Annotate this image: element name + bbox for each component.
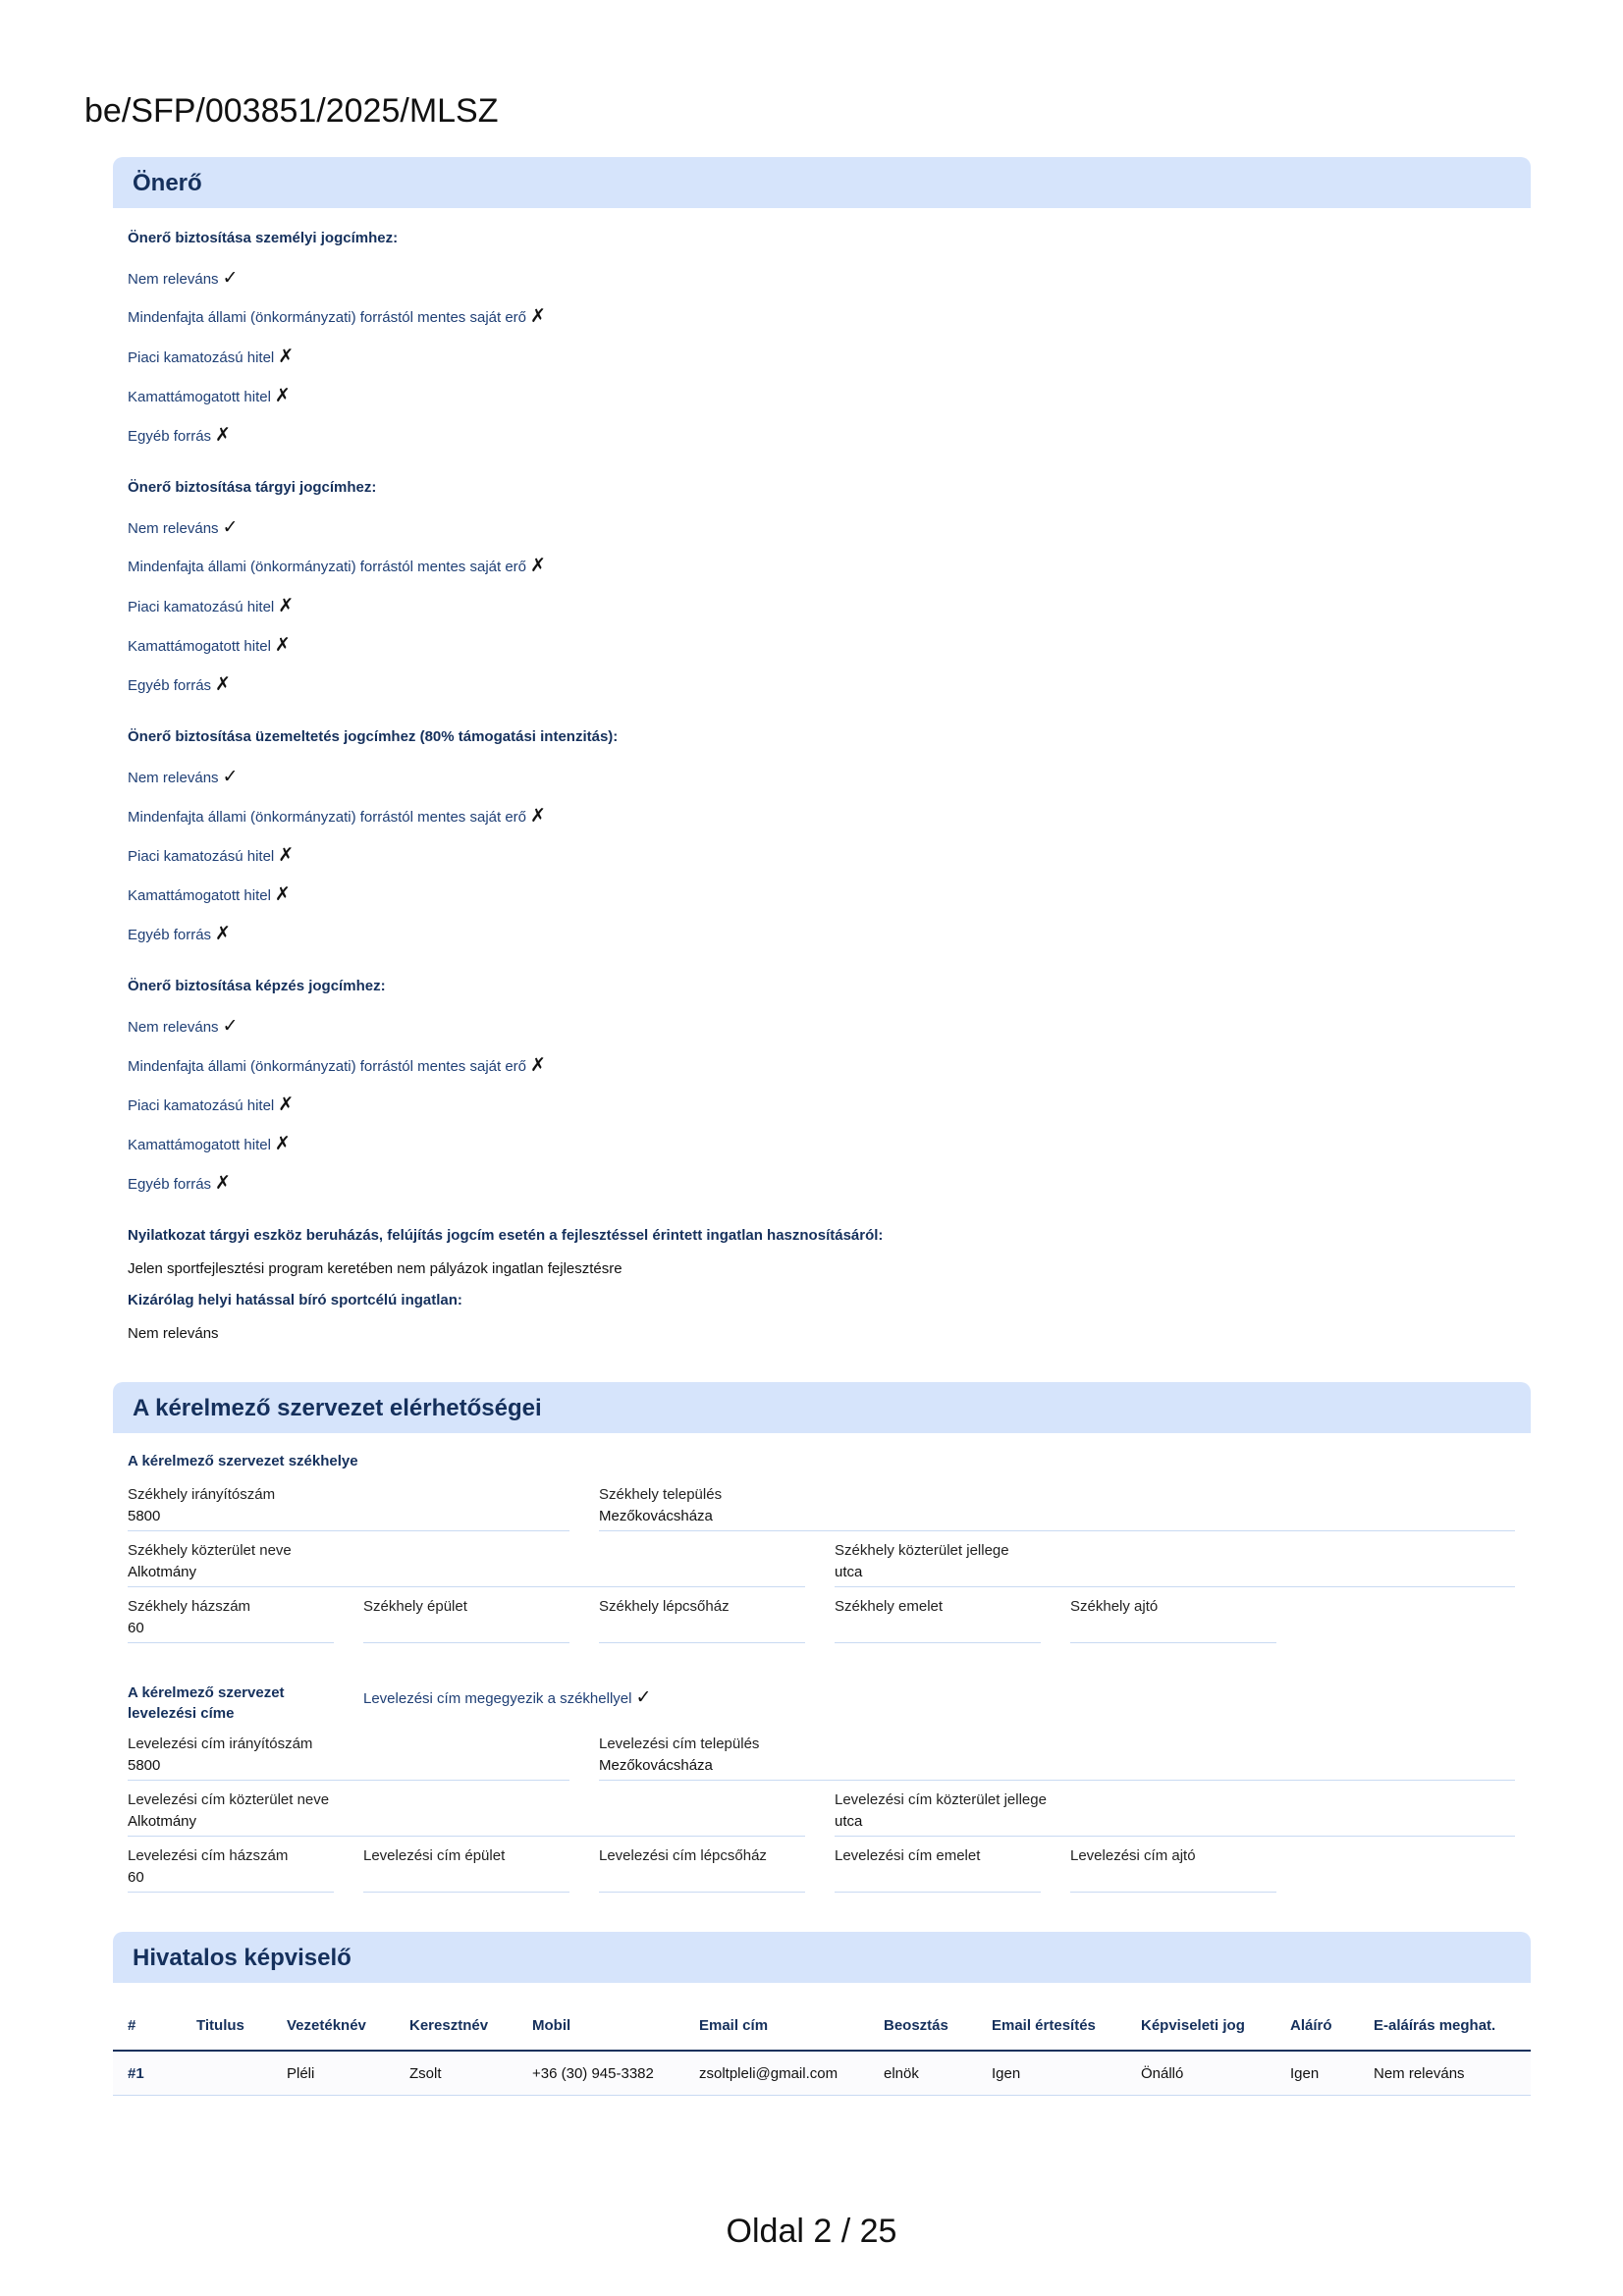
seat-building-field: Székhely épület bbox=[363, 1596, 569, 1643]
seat-city-field: Székhely település Mezőkovácsháza bbox=[599, 1484, 1515, 1531]
column-header: Mobil bbox=[517, 2001, 684, 2051]
option-item: Kamattámogatott hitel ✗ bbox=[128, 635, 291, 656]
option-item: Egyéb forrás ✗ bbox=[128, 674, 231, 695]
cross-icon: ✗ bbox=[215, 924, 231, 944]
mail-zip-field: Levelezési cím irányítószám 5800 bbox=[128, 1734, 569, 1781]
option-item: Nem releváns ✓ bbox=[128, 1016, 239, 1037]
mail-city-field: Levelezési cím település Mezőkovácsháza bbox=[599, 1734, 1515, 1781]
mail-door-field: Levelezési cím ajtó bbox=[1070, 1845, 1276, 1893]
check-icon: ✓ bbox=[222, 1016, 239, 1037]
cross-icon: ✗ bbox=[278, 347, 295, 367]
group-heading-training: Önerő biztosítása képzés jogcímhez: bbox=[128, 978, 386, 994]
page-number: Oldal 2 / 25 bbox=[726, 2213, 897, 2250]
option-item: Egyéb forrás ✗ bbox=[128, 924, 231, 944]
group-heading-material: Önerő biztosítása tárgyi jogcímhez: bbox=[128, 479, 377, 496]
column-header: Beosztás bbox=[869, 2001, 977, 2051]
option-item: Piaci kamatozású hitel ✗ bbox=[128, 1095, 295, 1115]
mail-heading: A kérelmező szervezet levelezési címe bbox=[128, 1684, 285, 1722]
option-item: Nem releváns ✓ bbox=[128, 767, 239, 787]
table-cell: #1 bbox=[113, 2051, 182, 2096]
statement-value: Jelen sportfejlesztési program keretében nem pályázok ingatlan fejlesztésre bbox=[128, 1260, 622, 1277]
cross-icon: ✗ bbox=[278, 1095, 295, 1115]
mail-stairs-field: Levelezési cím lépcsőház bbox=[599, 1845, 805, 1893]
column-header: Email értesítés bbox=[977, 2001, 1126, 2051]
option-item: Nem releváns ✓ bbox=[128, 268, 239, 289]
mail-same-as-seat: Levelezési cím megegyezik a székhellyel ✓ bbox=[363, 1687, 652, 1708]
cross-icon: ✗ bbox=[530, 306, 546, 327]
table-cell: Igen bbox=[1275, 2051, 1359, 2096]
cross-icon: ✗ bbox=[274, 635, 291, 656]
section-header-contacts: A kérelmező szervezet elérhetőségei bbox=[113, 1382, 1531, 1433]
mail-street-type-field: Levelezési cím közterület jellege utca bbox=[835, 1789, 1515, 1837]
section-header-representative: Hivatalos képviselő bbox=[113, 1932, 1531, 1983]
cross-icon: ✗ bbox=[530, 556, 546, 576]
mail-floor-field: Levelezési cím emelet bbox=[835, 1845, 1041, 1893]
check-icon: ✓ bbox=[222, 767, 239, 787]
column-header: E-aláírás meghat. bbox=[1359, 2001, 1531, 2051]
seat-floor-field: Székhely emelet bbox=[835, 1596, 1041, 1643]
option-item: Kamattámogatott hitel ✗ bbox=[128, 884, 291, 905]
cross-icon: ✗ bbox=[274, 386, 291, 406]
column-header: Titulus bbox=[182, 2001, 272, 2051]
column-header: # bbox=[113, 2001, 182, 2051]
cross-icon: ✗ bbox=[274, 884, 291, 905]
table-cell: elnök bbox=[869, 2051, 977, 2096]
table-cell: Pléli bbox=[272, 2051, 395, 2096]
table-header-row bbox=[113, 2001, 1531, 2051]
mail-building-field: Levelezési cím épület bbox=[363, 1845, 569, 1893]
section-header-oneroe: Önerő bbox=[113, 157, 1531, 208]
option-item: Piaci kamatozású hitel ✗ bbox=[128, 347, 295, 367]
table-cell bbox=[182, 2051, 272, 2096]
table-cell: zsoltpleli@gmail.com bbox=[684, 2051, 869, 2096]
option-item: Mindenfajta állami (önkormányzati) forrástól mentes saját erő ✗ bbox=[128, 1055, 546, 1076]
local-property-value: Nem releváns bbox=[128, 1325, 219, 1342]
local-property-heading: Kizárólag helyi hatással bíró sportcélú ingatlan: bbox=[128, 1292, 462, 1308]
check-icon: ✓ bbox=[635, 1687, 652, 1708]
cross-icon: ✗ bbox=[530, 1055, 546, 1076]
option-item: Piaci kamatozású hitel ✗ bbox=[128, 845, 295, 866]
cross-icon: ✗ bbox=[215, 674, 231, 695]
seat-street-field: Székhely közterület neve Alkotmány bbox=[128, 1540, 805, 1587]
cross-icon: ✗ bbox=[274, 1134, 291, 1154]
group-heading-personal: Önerő biztosítása személyi jogcímhez: bbox=[128, 230, 399, 246]
option-item: Piaci kamatozású hitel ✗ bbox=[128, 596, 295, 616]
seat-door-field: Székhely ajtó bbox=[1070, 1596, 1276, 1643]
cross-icon: ✗ bbox=[278, 596, 295, 616]
option-item: Egyéb forrás ✗ bbox=[128, 425, 231, 446]
seat-number-field: Székhely házszám 60 bbox=[128, 1596, 334, 1643]
option-item: Kamattámogatott hitel ✗ bbox=[128, 1134, 291, 1154]
representative-table bbox=[113, 2001, 1531, 2096]
table-cell: Önálló bbox=[1126, 2051, 1275, 2096]
table-cell: +36 (30) 945-3382 bbox=[517, 2051, 684, 2096]
option-item: Mindenfajta állami (önkormányzati) forrástól mentes saját erő ✗ bbox=[128, 556, 546, 576]
check-icon: ✓ bbox=[222, 517, 239, 538]
mail-street-field: Levelezési cím közterület neve Alkotmány bbox=[128, 1789, 805, 1837]
seat-stairs-field: Székhely lépcsőház bbox=[599, 1596, 805, 1643]
cross-icon: ✗ bbox=[215, 425, 231, 446]
option-item: Mindenfajta állami (önkormányzati) forrástól mentes saját erő ✗ bbox=[128, 806, 546, 827]
statement-heading: Nyilatkozat tárgyi eszköz beruházás, felújítás jogcím esetén a fejlesztéssel érintett ingatlan hasznosításáról: bbox=[128, 1227, 884, 1244]
column-header: Vezetéknév bbox=[272, 2001, 395, 2051]
check-icon: ✓ bbox=[222, 268, 239, 289]
cross-icon: ✗ bbox=[278, 845, 295, 866]
seat-zip-field: Székhely irányítószám 5800 bbox=[128, 1484, 569, 1531]
mail-number-field: Levelezési cím házszám 60 bbox=[128, 1845, 334, 1893]
column-header: Email cím bbox=[684, 2001, 869, 2051]
table-cell: Nem releváns bbox=[1359, 2051, 1531, 2096]
group-heading-operation: Önerő biztosítása üzemeltetés jogcímhez (80% támogatási intenzitás): bbox=[128, 728, 619, 745]
seat-street-type-field: Székhely közterület jellege utca bbox=[835, 1540, 1515, 1587]
option-item: Egyéb forrás ✗ bbox=[128, 1173, 231, 1194]
cross-icon: ✗ bbox=[530, 806, 546, 827]
document-id: be/SFP/003851/2025/MLSZ bbox=[84, 92, 499, 130]
table-cell: Igen bbox=[977, 2051, 1126, 2096]
table-cell: Zsolt bbox=[395, 2051, 517, 2096]
column-header: Keresztnév bbox=[395, 2001, 517, 2051]
column-header: Aláíró bbox=[1275, 2001, 1359, 2051]
option-item: Nem releváns ✓ bbox=[128, 517, 239, 538]
table-row bbox=[113, 2051, 1531, 2096]
option-item: Mindenfajta állami (önkormányzati) forrástól mentes saját erő ✗ bbox=[128, 306, 546, 327]
column-header: Képviseleti jog bbox=[1126, 2001, 1275, 2051]
option-item: Kamattámogatott hitel ✗ bbox=[128, 386, 291, 406]
cross-icon: ✗ bbox=[215, 1173, 231, 1194]
seat-heading: A kérelmező szervezet székhelye bbox=[128, 1453, 358, 1469]
